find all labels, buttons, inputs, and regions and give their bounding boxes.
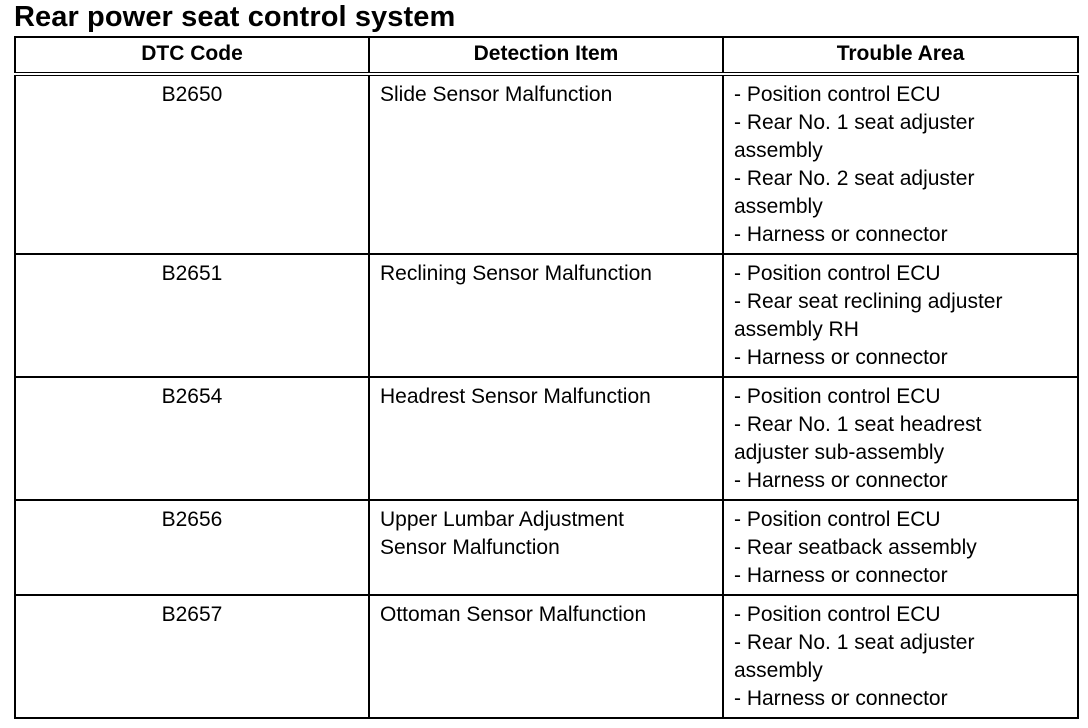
trouble-area-line: - Harness or connector	[734, 346, 948, 369]
trouble-area-cell	[723, 595, 1078, 718]
table-row	[15, 74, 1078, 254]
dtc-code-cell: B2650	[15, 74, 369, 254]
dtc-code-cell: B2657	[15, 595, 369, 718]
table-header-row	[15, 37, 1078, 74]
trouble-area-line: - Rear No. 1 seat adjuster	[734, 111, 975, 134]
trouble-area-line: - Harness or connector	[734, 223, 948, 246]
trouble-area-line: assembly RH	[734, 318, 859, 341]
trouble-area-cell	[723, 377, 1078, 500]
table-row	[15, 254, 1078, 377]
detection-item-cell: Reclining Sensor Malfunction	[369, 254, 723, 377]
trouble-area-line: assembly	[734, 139, 823, 162]
trouble-area-line: - Rear No. 1 seat headrest	[734, 413, 982, 436]
trouble-area-line: - Position control ECU	[734, 385, 941, 408]
table-row	[15, 500, 1078, 595]
detection-item-cell: Slide Sensor Malfunction	[369, 74, 723, 254]
trouble-area-line: - Harness or connector	[734, 564, 948, 587]
trouble-area-line: assembly	[734, 659, 823, 682]
trouble-area-line: - Harness or connector	[734, 687, 948, 710]
header-trouble-area: Trouble Area	[723, 37, 1078, 74]
page-title: Rear power seat control system	[14, 1, 456, 33]
trouble-area-line: - Rear No. 2 seat adjuster	[734, 167, 975, 190]
trouble-area-line: - Position control ECU	[734, 508, 941, 531]
trouble-area-line: - Position control ECU	[734, 603, 941, 626]
detection-item-cell	[369, 500, 723, 595]
detection-item-line: Sensor Malfunction	[380, 536, 560, 559]
detection-item-cell: Headrest Sensor Malfunction	[369, 377, 723, 500]
trouble-area-line: assembly	[734, 195, 823, 218]
dtc-code-cell: B2654	[15, 377, 369, 500]
trouble-area-line: - Rear seat reclining adjuster	[734, 290, 1003, 313]
detection-item-line: Upper Lumbar Adjustment	[380, 508, 624, 531]
trouble-area-cell	[723, 254, 1078, 377]
header-dtc-code: DTC Code	[15, 37, 369, 74]
table-row	[15, 377, 1078, 500]
dtc-code-cell: B2656	[15, 500, 369, 595]
trouble-area-cell	[723, 74, 1078, 254]
table-row	[15, 595, 1078, 718]
trouble-area-line: - Rear No. 1 seat adjuster	[734, 631, 975, 654]
trouble-area-line: - Harness or connector	[734, 469, 948, 492]
trouble-area-cell	[723, 500, 1078, 595]
trouble-area-line: - Position control ECU	[734, 262, 941, 285]
trouble-area-line: adjuster sub-assembly	[734, 441, 945, 464]
dtc-code-cell: B2651	[15, 254, 369, 377]
dtc-table	[14, 36, 1079, 719]
header-detection-item: Detection Item	[369, 37, 723, 74]
detection-item-cell: Ottoman Sensor Malfunction	[369, 595, 723, 718]
trouble-area-line: - Position control ECU	[734, 83, 941, 106]
trouble-area-line: - Rear seatback assembly	[734, 536, 977, 559]
